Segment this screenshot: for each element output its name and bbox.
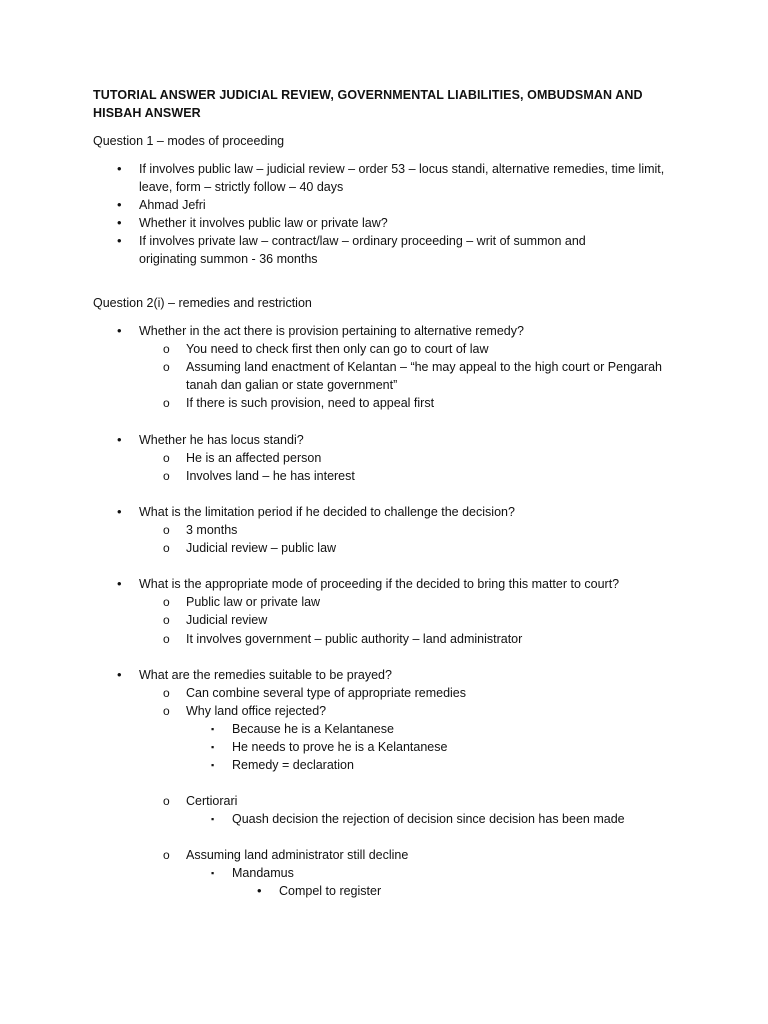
list-item: He is an affected person [186,451,322,465]
bullet-icon: • [117,323,122,338]
bullet-icon: • [117,504,122,519]
circle-bullet-icon: o [163,469,170,483]
list-item: Judicial review – public law [186,541,337,555]
circle-bullet-icon: o [163,360,170,374]
square-bullet-icon: ▪ [211,760,215,770]
circle-bullet-icon: o [163,613,170,627]
list-item: If involves private law – contract/law – ordinary proceeding – writ of summon and originating summon - 36 months [139,234,586,266]
circle-bullet-icon: o [163,342,170,356]
circle-bullet-icon: o [163,523,170,537]
circle-bullet-icon: o [163,541,170,555]
square-bullet-icon: ▪ [211,814,215,824]
square-bullet-icon: ▪ [211,724,215,734]
square-bullet-icon: ▪ [211,868,215,878]
list-item: Because he is a Kelantanese [232,722,394,736]
bullet-icon: • [117,197,122,212]
document-title: TUTORIAL ANSWER JUDICIAL REVIEW, GOVERNMENTAL LIABILITIES, OMBUDSMAN AND HISBAH ANSWER [93,88,643,120]
list-item: Assuming land enactment of Kelantan – “he may appeal to the high court or Pengarah tanah dan galian or state government” [186,360,662,392]
q1-heading: Question 1 – modes of proceeding [93,134,285,148]
list-item: Why land office rejected? [186,704,327,718]
circle-bullet-icon: o [163,704,170,718]
bullet-icon: • [117,432,122,447]
circle-bullet-icon: o [163,686,170,700]
square-bullet-icon: ▪ [211,742,215,752]
list-item: You need to check first then only can go to court of law [186,342,489,356]
q2-heading: Question 2(i) – remedies and restriction [93,296,312,310]
list-item: It involves government – public authority – land administrator [186,632,523,646]
list-item: Certiorari [186,794,238,808]
list-item: Remedy = declaration [232,758,354,772]
list-item: What is the limitation period if he decided to challenge the decision? [139,505,515,519]
list-item: Assuming land administrator still decline [186,848,409,862]
circle-bullet-icon: o [163,794,170,808]
list-item: Compel to register [279,884,382,898]
bullet-icon: • [117,233,122,248]
list-item: Can combine several type of appropriate remedies [186,686,467,700]
list-item: Involves land – he has interest [186,469,355,483]
circle-bullet-icon: o [163,396,170,410]
bullet-icon: • [117,667,122,682]
list-item: 3 months [186,523,238,537]
bullet-icon: • [257,883,262,898]
bullet-icon: • [117,576,122,591]
list-item: Whether in the act there is provision pertaining to alternative remedy? [139,324,524,338]
bullet-icon: • [117,161,122,176]
list-item: What are the remedies suitable to be prayed? [139,668,392,682]
circle-bullet-icon: o [163,595,170,609]
circle-bullet-icon: o [163,848,170,862]
list-item: Public law or private law [186,595,321,609]
circle-bullet-icon: o [163,632,170,646]
circle-bullet-icon: o [163,451,170,465]
list-item: Whether he has locus standi? [139,433,304,447]
list-item: If involves public law – judicial review – order 53 – locus standi, alternative remedies, time limit, leave, form – strictly follow – 40 days [139,162,665,194]
list-item: Ahmad Jefri [139,198,206,212]
list-item: He needs to prove he is a Kelantanese [232,740,448,754]
list-item: Mandamus [232,866,294,880]
list-item: Quash decision the rejection of decision since decision has been made [232,812,625,826]
list-item: Whether it involves public law or private law? [139,216,388,230]
list-item: If there is such provision, need to appeal first [186,396,435,410]
bullet-icon: • [117,215,122,230]
list-item: What is the appropriate mode of proceeding if the decided to bring this matter to court? [139,577,620,591]
list-item: Judicial review [186,613,268,627]
